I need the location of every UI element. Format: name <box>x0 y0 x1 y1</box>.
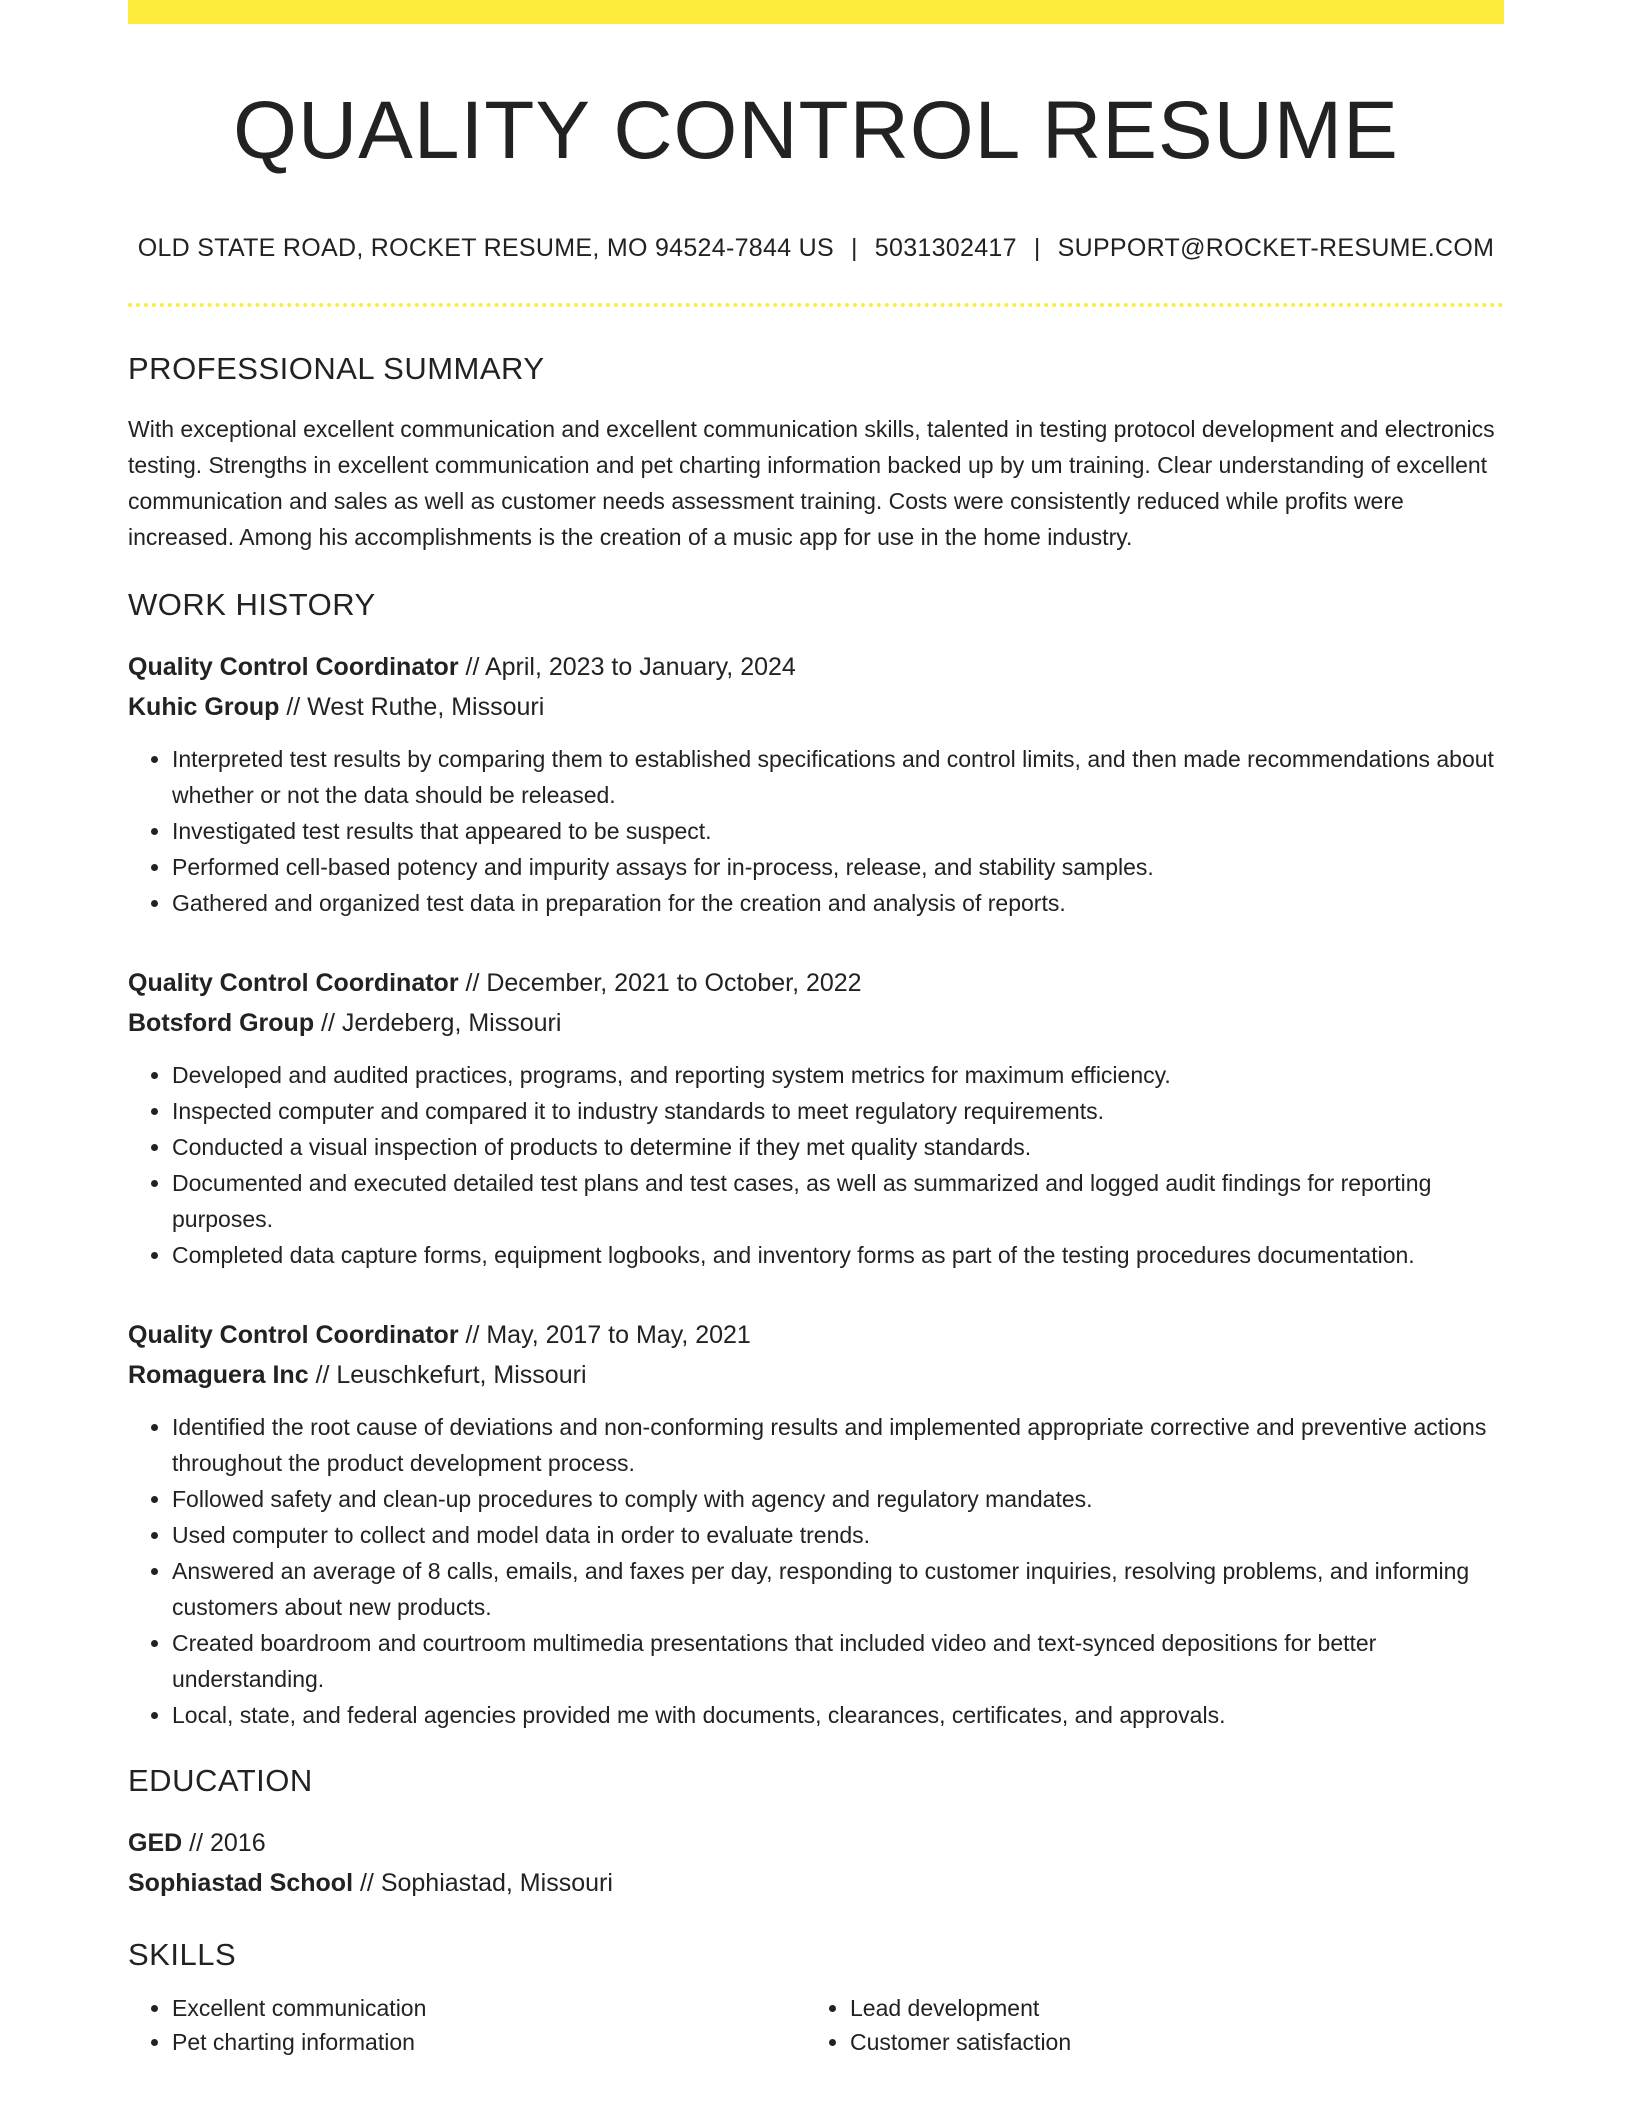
contact-separator: | <box>1033 234 1041 263</box>
list-item: • Local, state, and federal agencies provided me with documents, clearances, certificates, and approvals. <box>172 1697 1504 1733</box>
education-location: // Sophiastad, Missouri <box>359 1869 613 1898</box>
contact-separator: | <box>850 234 858 263</box>
summary-text: With exceptional excellent communication and excellent communication skills, talented in testing protocol development and electronics testing. Strengths in excellent communication and pet charting information backed up by um training. Clear understanding of excellent communication and sales as well as customer needs assessment training. Costs were consistently reduced while profits were increased. Among his accomplishments is the creation of a music app for use in the home industry. <box>128 416 1495 551</box>
contact-address: OLD STATE ROAD, ROCKET RESUME, MO 94524-7844 US <box>137 234 834 263</box>
job-entry <box>128 647 1504 921</box>
job-role-line <box>128 647 1504 687</box>
list-item: • Gathered and organized test data in preparation for the creation and analysis of reports. <box>172 885 1504 921</box>
job-company-line <box>128 1355 1504 1395</box>
job-role: Quality Control Coordinator <box>128 1321 459 1350</box>
education-school-line <box>128 1863 1504 1903</box>
list-item: • Identified the root cause of deviations and non-conforming results and implemented appropriate corrective and preventive actions throughout the product development process. <box>172 1409 1504 1481</box>
job-location: // West Ruthe, Missouri <box>286 693 545 722</box>
skills-grid <box>128 1991 1504 2059</box>
list-item: • Used computer to collect and model data in order to evaluate trends. <box>172 1517 1504 1553</box>
job-entry <box>128 1315 1504 1733</box>
contact-phone[interactable]: 5031302417 <box>874 234 1017 263</box>
job-location: // Leuschkefurt, Missouri <box>315 1361 587 1390</box>
job-company-line <box>128 1003 1504 1043</box>
skills-list-right <box>806 1991 1504 2059</box>
job-bullets <box>128 1409 1504 1733</box>
job-dates: // April, 2023 to January, 2024 <box>465 653 796 682</box>
job-role-line <box>128 963 1504 1003</box>
job-company: Botsford Group <box>128 1009 315 1038</box>
list-item: • Investigated test results that appeared to be suspect. <box>172 813 1504 849</box>
list-item: • Documented and executed detailed test plans and test cases, as well as summarized and logged audit findings for reporting purposes. <box>172 1165 1504 1237</box>
resume-title: QUALITY CONTROL RESUME <box>233 85 1399 176</box>
education-degree-line <box>128 1823 1504 1863</box>
job-role: Quality Control Coordinator <box>128 653 459 682</box>
job-entry <box>128 963 1504 1273</box>
section-title-skills: SKILLS <box>128 1937 237 1973</box>
job-company-line <box>128 687 1504 727</box>
job-role: Quality Control Coordinator <box>128 969 459 998</box>
list-item: • Inspected computer and compared it to industry standards to meet regulatory requirements. <box>172 1093 1504 1129</box>
job-company: Kuhic Group <box>128 693 280 722</box>
education-year: // 2016 <box>189 1829 266 1858</box>
list-item: • Conducted a visual inspection of products to determine if they met quality standards. <box>172 1129 1504 1165</box>
resume-page <box>128 0 1504 2059</box>
list-item: • Lead development <box>850 1991 1504 2025</box>
accent-top-bar <box>128 0 1504 24</box>
list-item: • Followed safety and clean-up procedures to comply with agency and regulatory mandates. <box>172 1481 1504 1517</box>
job-dates: // December, 2021 to October, 2022 <box>465 969 862 998</box>
section-title-work-history: WORK HISTORY <box>128 587 376 623</box>
contact-email[interactable]: SUPPORT@ROCKET-RESUME.COM <box>1057 234 1495 263</box>
education-school: Sophiastad School <box>128 1869 354 1898</box>
education-entry <box>128 1823 1504 1903</box>
job-role-line <box>128 1315 1504 1355</box>
job-dates: // May, 2017 to May, 2021 <box>465 1321 751 1350</box>
list-item: • Interpreted test results by comparing them to established specifications and control limits, and then made recommendations about whether or not the data should be released. <box>172 741 1504 813</box>
list-item: • Excellent communication <box>172 1991 806 2025</box>
job-company: Romaguera Inc <box>128 1361 309 1390</box>
list-item: • Performed cell-based potency and impurity assays for in-process, release, and stability samples. <box>172 849 1504 885</box>
list-item: • Created boardroom and courtroom multimedia presentations that included video and text-synced depositions for better understanding. <box>172 1625 1504 1697</box>
list-item: • Pet charting information <box>172 2025 806 2059</box>
section-title-summary: PROFESSIONAL SUMMARY <box>128 351 545 387</box>
skills-list-left <box>128 1991 806 2059</box>
job-location: // Jerdeberg, Missouri <box>321 1009 562 1038</box>
education-degree: GED <box>128 1829 183 1858</box>
contact-line <box>128 234 1504 263</box>
job-bullets <box>128 741 1504 921</box>
job-bullets <box>128 1057 1504 1273</box>
list-item: • Customer satisfaction <box>850 2025 1504 2059</box>
section-title-education: EDUCATION <box>128 1763 313 1799</box>
dotted-divider <box>128 303 1504 307</box>
list-item: • Developed and audited practices, programs, and reporting system metrics for maximum efficiency. <box>172 1057 1504 1093</box>
list-item: • Answered an average of 8 calls, emails, and faxes per day, responding to customer inquiries, resolving problems, and informing customers about new products. <box>172 1553 1504 1625</box>
list-item: • Completed data capture forms, equipment logbooks, and inventory forms as part of the testing procedures documentation. <box>172 1237 1504 1273</box>
